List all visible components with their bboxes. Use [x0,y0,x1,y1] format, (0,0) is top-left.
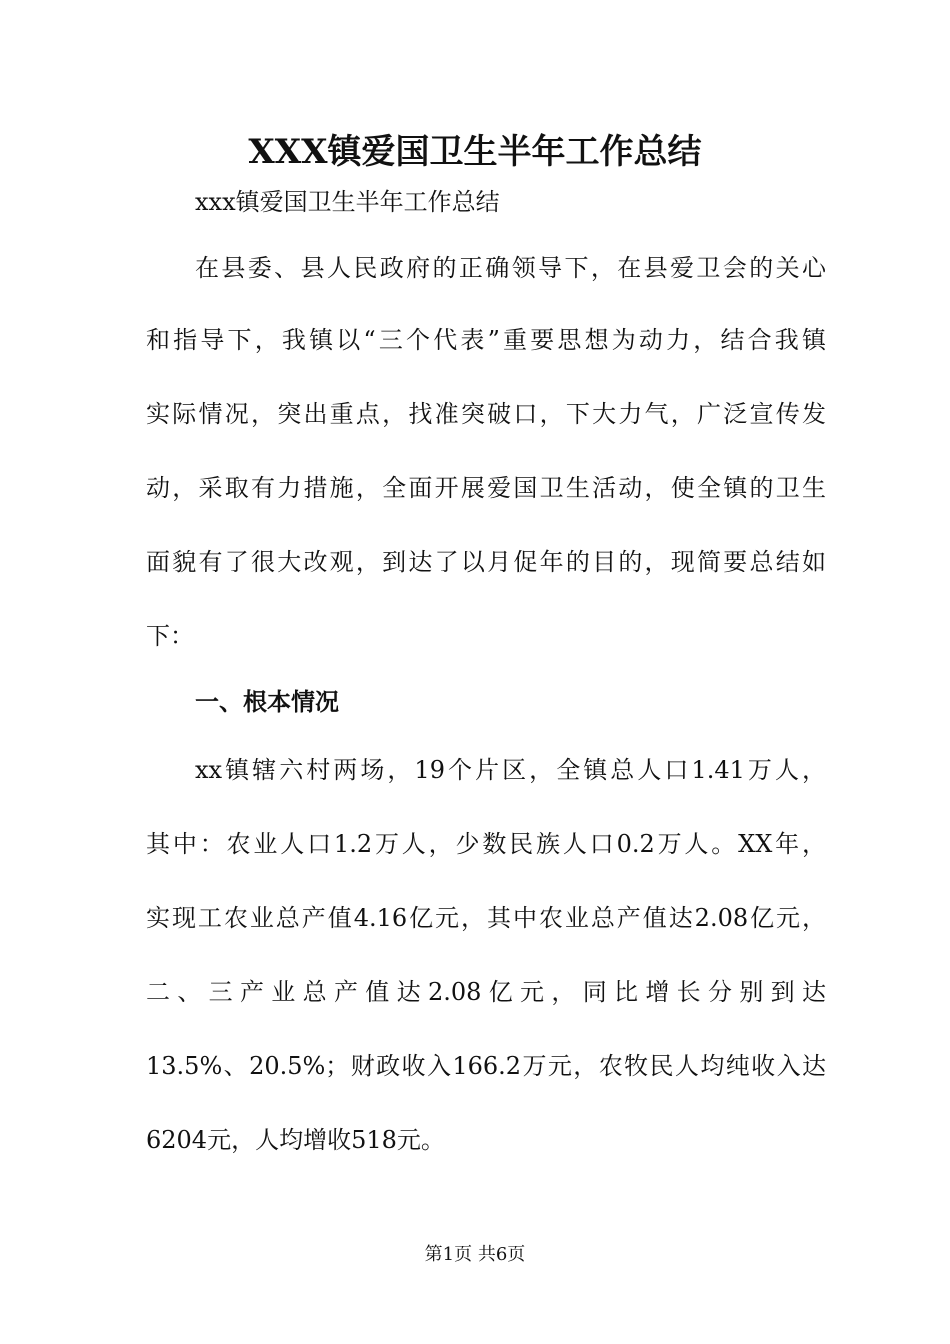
paragraph-line: 其中：农业人口1.2万人，少数民族人口0.2万人。XX年， [146,830,826,858]
paragraph-line: 二、三产业总产值达2.08亿元，同比增长分别到达 [146,978,826,1006]
paragraph-line: 6204元，人均增收518元。 [146,1126,445,1154]
document-subtitle: xxx镇爱国卫生半年工作总结 [195,188,500,216]
paragraph-line: 下： [146,622,194,650]
paragraph-line: 13.5%、20.5%；财政收入166.2万元，农牧民人均纯收入达 [146,1052,826,1080]
paragraph-line: 实现工农业总产值4.16亿元，其中农业总产值达2.08亿元， [146,904,826,932]
document-title: XXX镇爱国卫生半年工作总结 [248,132,702,172]
paragraph-line: xx镇辖六村两场，19个片区，全镇总人口1.41万人， [195,756,826,784]
paragraph-line: 实际情况，突出重点，找准突破口，下大力气，广泛宣传发 [146,400,826,428]
paragraph-line: 面貌有了很大改观，到达了以月促年的目的，现简要总结如 [146,548,826,576]
section-heading: 一、根本情况 [195,688,339,716]
paragraph-line: 在县委、县人民政府的正确领导下，在县爱卫会的关心 [195,254,826,282]
paragraph-line: 动，采取有力措施，全面开展爱国卫生活动，使全镇的卫生 [146,474,826,502]
page-footer: 第1页 共6页 [424,1244,526,1265]
paragraph-line: 和指导下，我镇以“三个代表”重要思想为动力，结合我镇 [146,326,826,354]
